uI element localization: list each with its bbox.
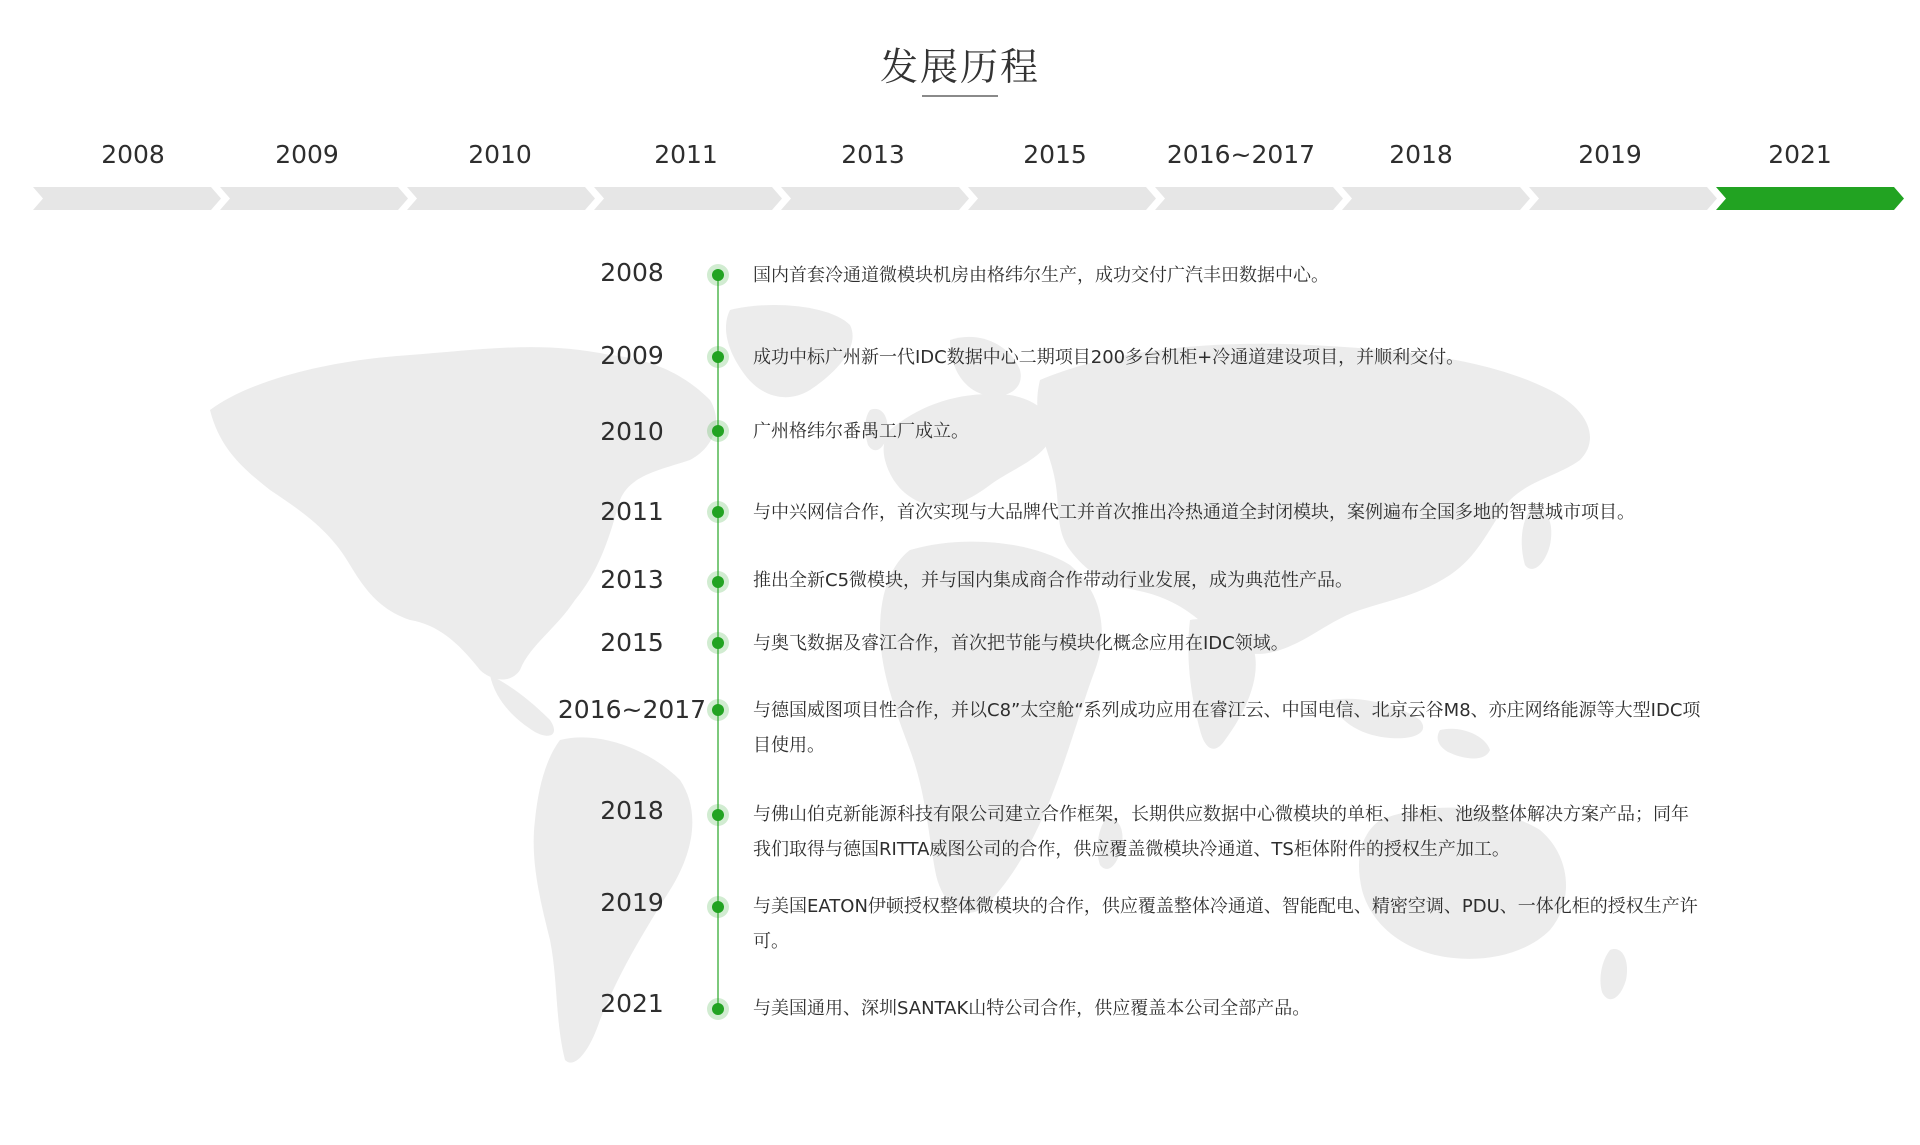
year-arrow-2019[interactable] (1529, 187, 1717, 210)
year-arrow-2010[interactable] (407, 187, 595, 210)
year-arrow-2021-active[interactable] (1716, 187, 1904, 210)
timeline-year: 2018 (600, 796, 664, 825)
timeline-dot-icon (707, 264, 729, 286)
year-tab-2013[interactable]: 2013 (841, 140, 905, 169)
year-tab-2016-2017[interactable]: 2016~2017 (1166, 140, 1316, 169)
timeline-year: 2009 (600, 341, 664, 370)
timeline-dot-icon (707, 571, 729, 593)
year-arrow-2015[interactable] (968, 187, 1156, 210)
timeline-dot-icon (707, 804, 729, 826)
timeline-dot-icon (707, 501, 729, 523)
timeline-event-text: 与德国威图项目性合作，并以C8”太空舱“系列成功应用在睿江云、中国电信、北京云谷M8、亦庄网络能源等大型IDC项目使用。 (753, 700, 1701, 756)
timeline-event-text: 与美国EATON伊顿授权整体微模块的合作，供应覆盖整体冷通道、智能配电、精密空调、PDU、一体化柜的授权生产许可。 (753, 896, 1698, 952)
year-tab-2019[interactable]: 2019 (1578, 140, 1642, 169)
timeline-dot-icon (707, 346, 729, 368)
year-arrow-2018[interactable] (1342, 187, 1530, 210)
year-arrow-2016-2017[interactable] (1155, 187, 1343, 210)
year-arrow-2008[interactable] (33, 187, 221, 210)
year-tab-2010[interactable]: 2010 (468, 140, 532, 169)
timeline-dot-icon (707, 632, 729, 654)
timeline-event-text: 推出全新C5微模块，并与国内集成商合作带动行业发展，成为典范性产品。 (753, 570, 1354, 591)
timeline-event-text: 与美国通用、深圳SANTAK山特公司合作，供应覆盖本公司全部产品。 (753, 998, 1311, 1019)
timeline-year: 2013 (600, 565, 664, 594)
timeline-year: 2008 (600, 258, 664, 287)
year-tab-2015[interactable]: 2015 (1023, 140, 1087, 169)
timeline-event-text: 与奥飞数据及睿江合作，首次把节能与模块化概念应用在IDC领域。 (753, 633, 1289, 654)
timeline-year: 2019 (600, 888, 664, 917)
year-tab-2011[interactable]: 2011 (654, 140, 718, 169)
year-tab-2009[interactable]: 2009 (275, 140, 339, 169)
year-arrow-2009[interactable] (220, 187, 408, 210)
year-tab-2008[interactable]: 2008 (101, 140, 165, 169)
timeline-event-text: 广州格纬尔番禺工厂成立。 (753, 421, 969, 442)
timeline-dot-icon (707, 420, 729, 442)
timeline-dot-icon (707, 998, 729, 1020)
timeline-year: 2016~2017 (557, 695, 707, 724)
timeline-event-text: 与中兴网信合作，首次实现与大品牌代工并首次推出冷热通道全封闭模块，案例遍布全国多地的智慧城市项目。 (753, 502, 1635, 523)
timeline-year: 2011 (600, 497, 664, 526)
timeline-event-text: 成功中标广州新一代IDC数据中心二期项目200多台机柜+冷通道建设项目，并顺利交付。 (753, 347, 1465, 368)
timeline-event-text: 与佛山伯克新能源科技有限公司建立合作框架，长期供应数据中心微模块的单柜、排柜、池级整体解决方案产品；同年我们取得与德国RITTA威图公司的合作，供应覆盖微模块冷通道、TS柜体附件的授权生产加工。 (753, 804, 1689, 860)
timeline-year: 2021 (600, 989, 664, 1018)
timeline-dot-icon (707, 699, 729, 721)
year-tab-2018[interactable]: 2018 (1389, 140, 1453, 169)
timeline-dot-icon (707, 896, 729, 918)
timeline-year: 2010 (600, 417, 664, 446)
page-title: 发展历程 (879, 45, 1040, 89)
timeline-event-text: 国内首套冷通道微模块机房由格纬尔生产，成功交付广汽丰田数据中心。 (753, 265, 1329, 286)
year-arrow-2013[interactable] (781, 187, 969, 210)
year-arrow-2011[interactable] (594, 187, 782, 210)
year-tab-2021[interactable]: 2021 (1768, 140, 1832, 169)
timeline-year: 2015 (600, 628, 664, 657)
year-navigation (0, 0, 1920, 220)
